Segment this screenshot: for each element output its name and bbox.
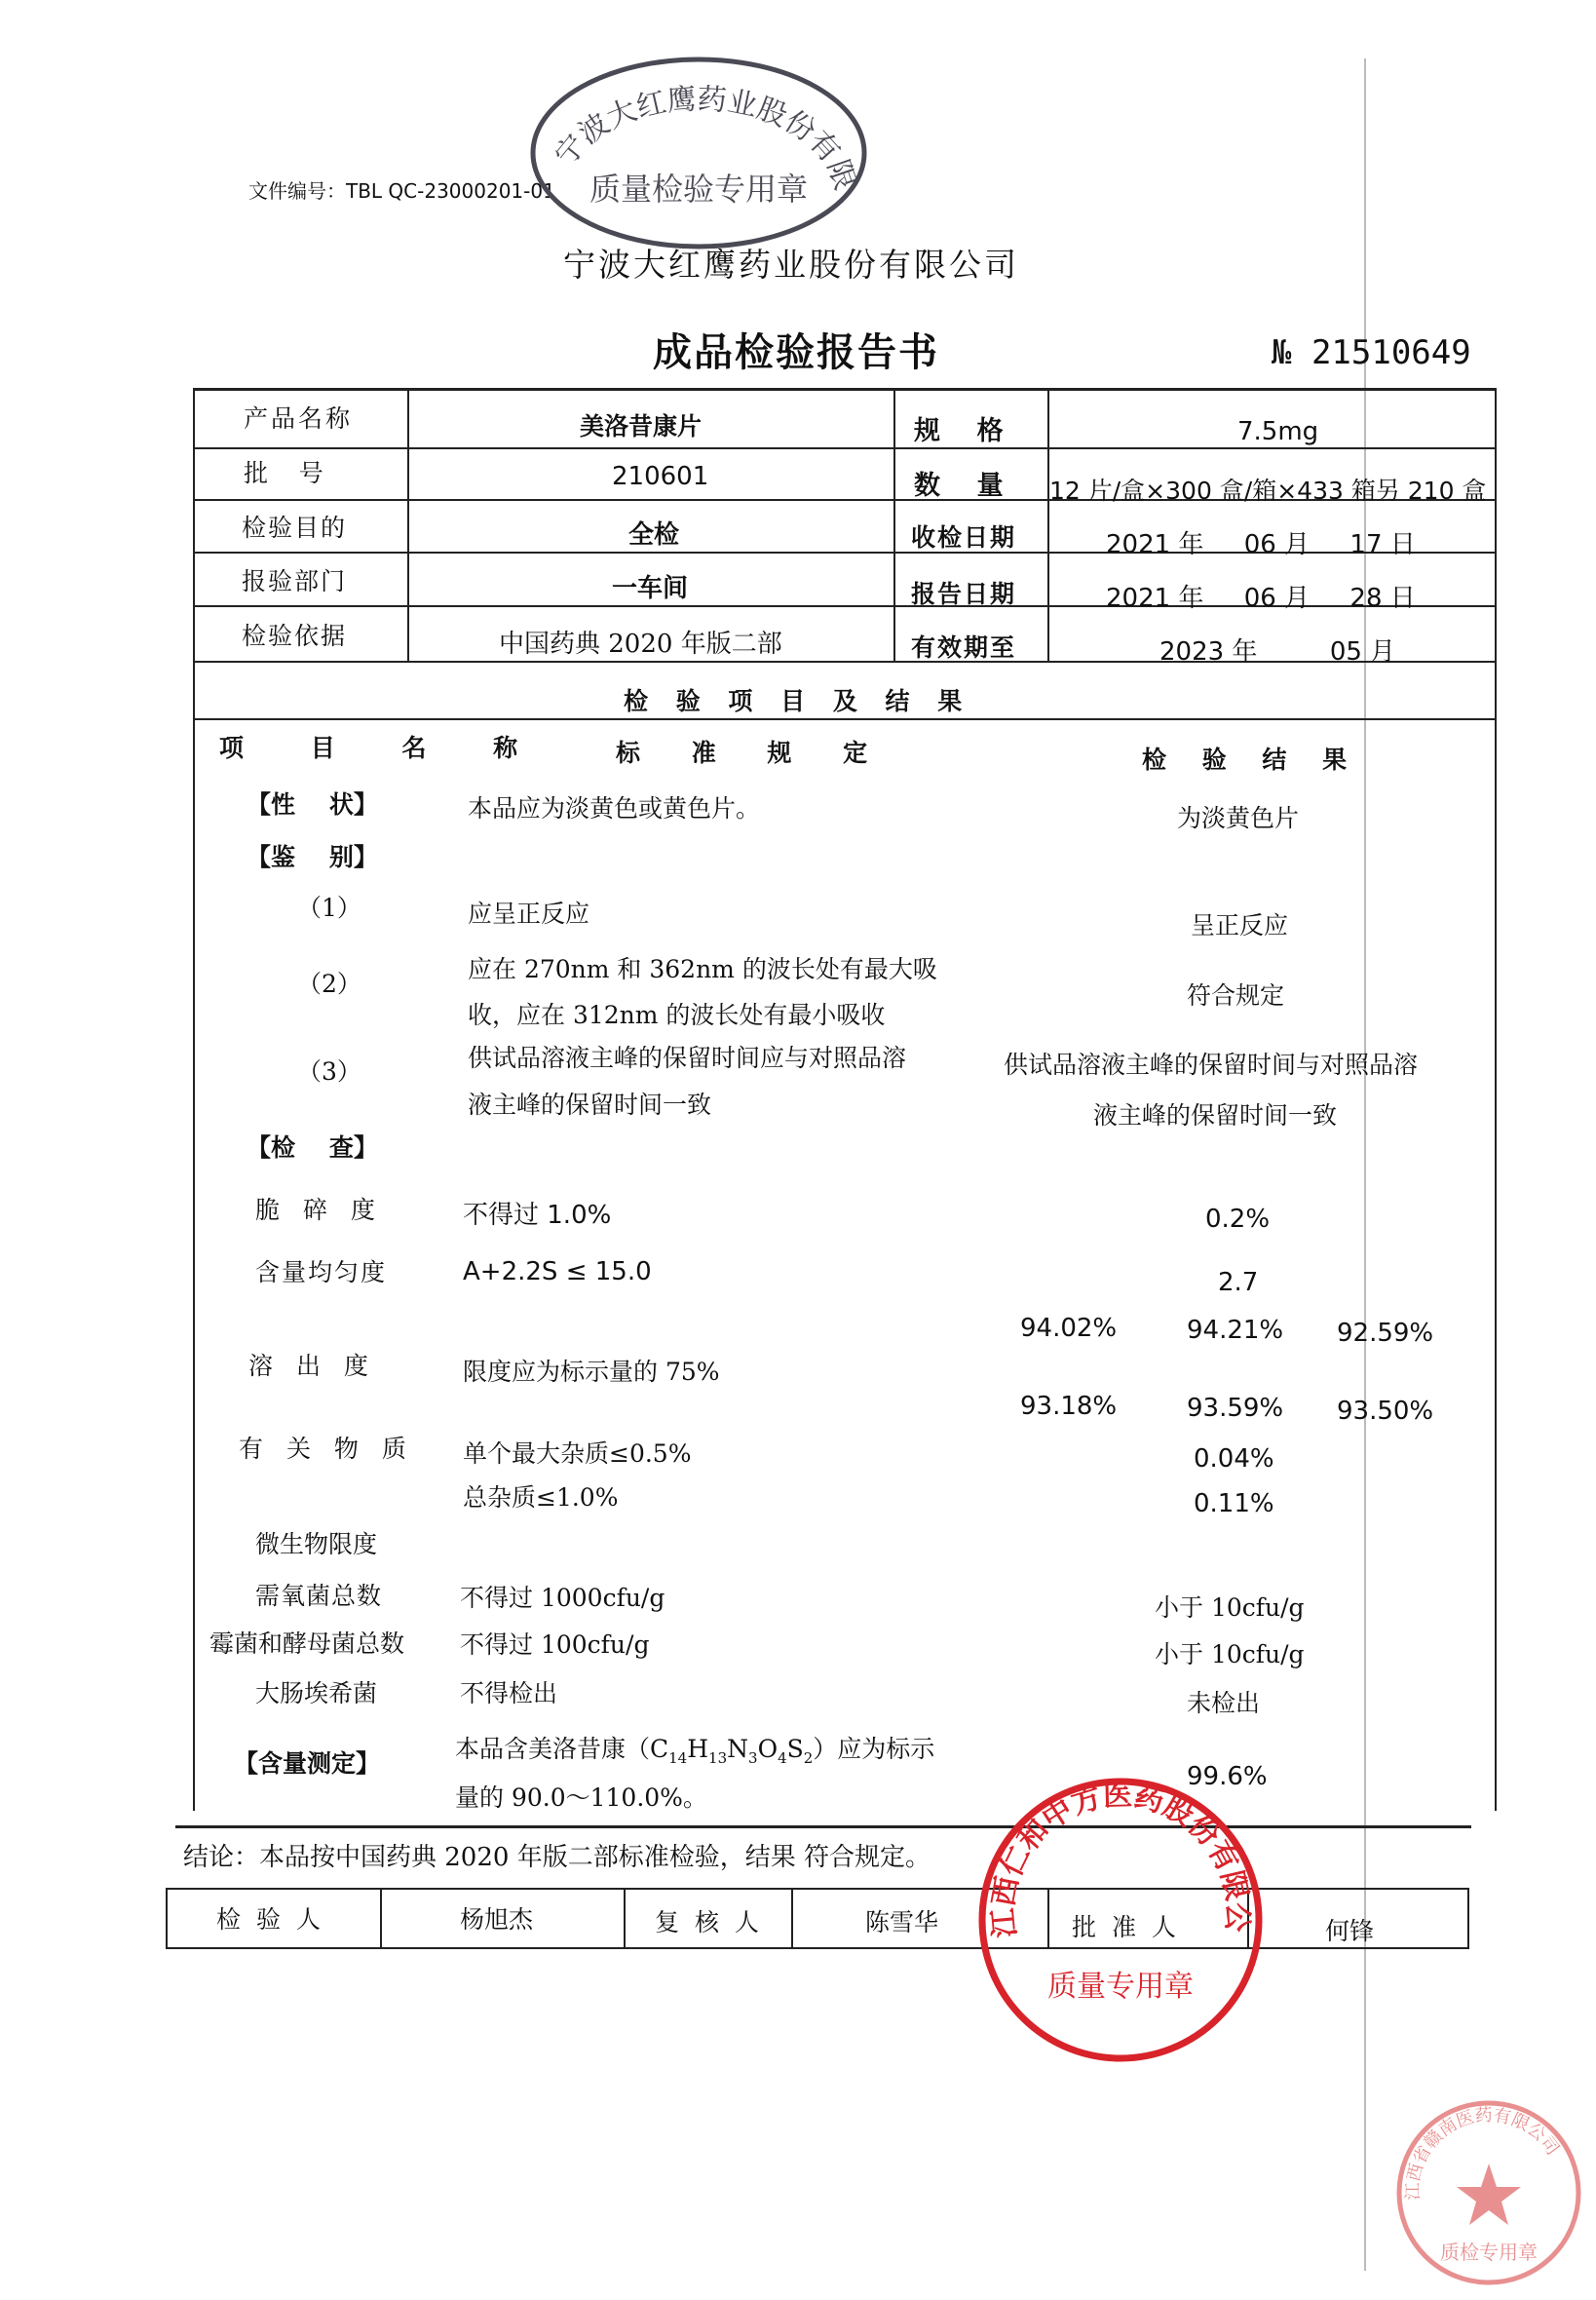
faint-inspection-stamp (1391, 2095, 1586, 2290)
inspector-label: 检 验 人 (216, 1905, 324, 1934)
id3-result-line2: 液主峰的保留时间一致 (1093, 1101, 1338, 1130)
related-substances-label: 有 关 物 质 (239, 1435, 414, 1463)
approver-name: 何锋 (1325, 1917, 1375, 1945)
spec-label: 规 格 (914, 416, 1004, 446)
aerobic-result: 小于 10cfu/g (1155, 1593, 1305, 1622)
mold-yeast-standard: 不得过 100cfu/g (460, 1630, 650, 1659)
assay-standard-line1: 本品含美洛昔康$(C_{14}H_{13}N_3O_4S_2)$应为标示 (455, 1735, 935, 1767)
id1-result: 呈正反应 (1191, 911, 1289, 939)
mold-yeast-label: 霉菌和酵母菌总数 (209, 1629, 405, 1658)
col-header-result: 检 验 结 果 (1142, 746, 1361, 774)
id3-standard-line1: 供试品溶液主峰的保留时间应与对照品溶 (468, 1044, 907, 1072)
id2-number: （2） (297, 970, 361, 998)
receive-date-label: 收检日期 (911, 523, 1017, 552)
dissolution-label: 溶 出 度 (248, 1352, 376, 1380)
related-res-total: 0.11% (1194, 1489, 1274, 1518)
uniformity-label: 含量均匀度 (255, 1258, 388, 1286)
id1-number: （1） (297, 894, 361, 922)
dept-value: 一车间 (612, 574, 689, 603)
batch-label: 批 号 (244, 459, 323, 487)
red-quality-stamp (974, 1774, 1267, 2066)
friability-result: 0.2% (1205, 1205, 1271, 1234)
top-stamp-center-text: 质量检验专用章 (589, 171, 809, 208)
dissolution-result: 92.59% (1337, 1319, 1434, 1348)
inspector-name: 杨旭杰 (460, 1905, 534, 1934)
report-number: № 21510649 (1272, 333, 1471, 372)
expiry-label: 有效期至 (911, 633, 1017, 662)
receive-date-value: 2021 年 06 月 17 日 (1106, 530, 1416, 559)
uniformity-standard: A+2.2S ≤ 15.0 (463, 1257, 652, 1286)
dissolution-result: 93.59% (1187, 1394, 1284, 1423)
dissolution-result: 93.18% (1020, 1392, 1118, 1421)
approver-label: 批 准 人 (1072, 1913, 1180, 1941)
conclusion: 结论：本品按中国药典 2020 年版二部标准检验，结果 符合规定。 (183, 1843, 931, 1872)
id2-standard-line1: 应在 270nm 和 362nm 的波长处有最大吸 (468, 955, 937, 983)
appearance-result: 为淡黄色片 (1177, 804, 1300, 832)
assay-standard-line2: 量的 90.0～110.0%。 (455, 1783, 707, 1812)
svg-text:江西仁和中方医药股份有限公司 (974, 1774, 1255, 1939)
basis-value: 中国药典 2020 年版二部 (499, 630, 782, 659)
assay-result: 99.6% (1187, 1762, 1268, 1791)
id2-result: 符合规定 (1187, 981, 1285, 1010)
red-stamp-ring-text: 江西仁和中方医药股份有限公 (986, 1778, 1255, 1939)
red-stamp-center-text: 质量专用章 (1047, 1970, 1194, 2004)
assay-label: 【含量测定】 (234, 1749, 381, 1778)
mold-yeast-result: 小于 10cfu/g (1155, 1640, 1305, 1668)
friability-standard: 不得过 1.0% (463, 1201, 612, 1230)
aerobic-standard: 不得过 1000cfu/g (460, 1584, 665, 1612)
spec-value: 7.5mg (1237, 417, 1319, 446)
dissolution-result: 94.21% (1187, 1316, 1284, 1345)
basis-label: 检验依据 (242, 622, 348, 650)
dissolution-standard: 限度应为标示量的 75% (463, 1358, 720, 1386)
ecoli-standard: 不得检出 (460, 1679, 558, 1707)
faint-stamp-center-text: 质检专用章 (1440, 2241, 1538, 2264)
id3-result-line1: 供试品溶液主峰的保留时间与对照品溶 (1004, 1051, 1419, 1079)
file-number: 文件编号：TBL QC-23000201-01 (248, 179, 555, 203)
related-std-single: 单个最大杂质≤0.5% (463, 1439, 692, 1468)
ecoli-result: 未检出 (1187, 1689, 1261, 1717)
ecoli-label: 大肠埃希菌 (255, 1679, 378, 1707)
batch-value: 210601 (612, 462, 709, 491)
quality-inspection-stamp (526, 54, 872, 253)
expiry-value: 2023 年 05 月 (1159, 637, 1396, 667)
product-name-value: 美洛昔康片 (580, 412, 703, 441)
appearance-standard: 本品应为淡黄色或黄色片。 (468, 794, 761, 823)
report-date-value: 2021 年 06 月 28 日 (1106, 584, 1416, 613)
col-header-standard: 标 准 规 定 (616, 739, 890, 767)
results-header: 检 验 项 目 及 结 果 (624, 687, 972, 715)
id3-standard-line2: 液主峰的保留时间一致 (468, 1091, 712, 1119)
product-name-label: 产品名称 (244, 404, 354, 433)
id2-standard-line2: 收，应在 312nm 的波长处有最小吸收 (468, 1001, 886, 1029)
dept-label: 报验部门 (242, 567, 348, 595)
report-date-label: 报告日期 (911, 580, 1017, 608)
identification-label: 【鉴 别】 (247, 843, 378, 871)
aerobic-label: 需氧菌总数 (255, 1582, 383, 1610)
friability-label: 脆 碎 度 (255, 1196, 383, 1224)
related-std-total: 总杂质≤1.0% (463, 1483, 619, 1512)
quantity-value: 12 片/盒×300 盒/箱×433 箱另 210 盒 (1049, 477, 1487, 505)
col-header-item: 项 目 名 称 (219, 734, 548, 762)
uniformity-result: 2.7 (1218, 1268, 1259, 1297)
quantity-label: 数 量 (914, 471, 1004, 501)
related-res-single: 0.04% (1194, 1444, 1274, 1474)
id1-standard: 应呈正反应 (468, 900, 590, 928)
id3-number: （3） (297, 1057, 361, 1086)
top-stamp-ring-text: 宁波大红鹰药业股份有限 (548, 82, 862, 195)
page-title: 成品检验报告书 (653, 329, 939, 375)
microbial-limit-label: 微生物限度 (255, 1530, 378, 1558)
dissolution-result: 94.02% (1020, 1314, 1118, 1343)
faint-stamp-ring-text: 江西省赣南医药有限公司 (1402, 2104, 1564, 2201)
purpose-value: 全检 (628, 520, 680, 550)
reviewer-label: 复 核 人 (655, 1908, 763, 1936)
dissolution-result: 93.50% (1337, 1397, 1434, 1426)
purpose-label: 检验目的 (242, 514, 348, 542)
reviewer-name: 陈雪华 (865, 1908, 939, 1936)
company-name: 宁波大红鹰药业股份有限公司 (563, 246, 1019, 284)
check-label: 【检 查】 (247, 1133, 378, 1162)
appearance-label: 【性 状】 (247, 790, 378, 819)
